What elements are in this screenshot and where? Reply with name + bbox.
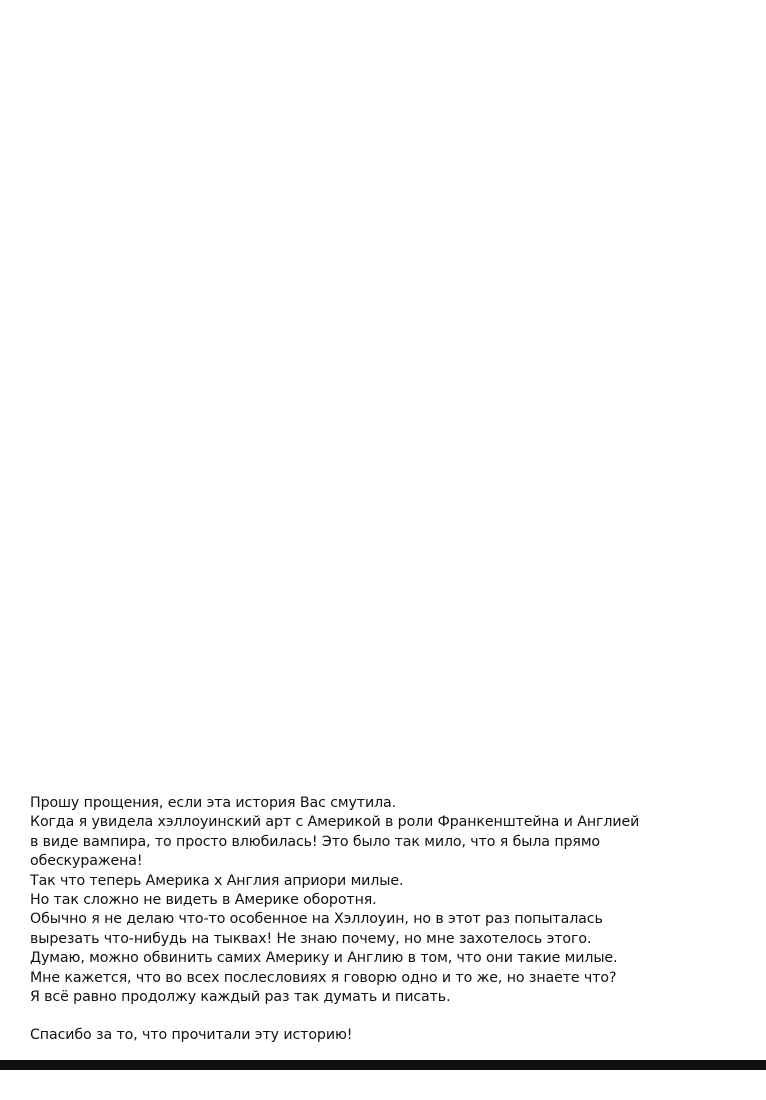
afterword-line: обескуражена! <box>30 853 143 870</box>
afterword-line: в виде вампира, то просто влюбилась! Это было так мило, что я была прямо <box>30 833 601 850</box>
afterword-line: Мне кажется, что во всех послесловиях я говорю одно и то же, но знаете что? <box>30 969 617 986</box>
afterword-text <box>30 794 750 1046</box>
afterword-line: Я всё равно продолжу каждый раз так думать и писать. <box>30 989 451 1006</box>
afterword-line: Так что теперь Америка х Англия априори милые. <box>30 872 404 889</box>
afterword-line: вырезать что-нибудь на тыквах! Не знаю почему, но мне захотелось этого. <box>30 930 592 947</box>
afterword-line: Обычно я не делаю что-то особенное на Хэллоуин, но в этот раз попыталась <box>30 911 603 928</box>
closing-line: Спасибо за то, что прочитали эту историю! <box>30 1027 353 1044</box>
paragraph-gap <box>30 1007 750 1026</box>
afterword-line: Но так сложно не видеть в Америке оборотня. <box>30 892 377 909</box>
afterword-line: Прошу прощения, если эта история Вас смутила. <box>30 795 397 811</box>
afterword-line: Думаю, можно обвинить самих Америку и Англию в том, что они такие милые. <box>30 950 618 967</box>
afterword-line: Когда я увидела хэллоуинский арт с Америкой в роли Франкенштейна и Англией <box>30 814 640 831</box>
bottom-border-bar <box>0 1060 766 1070</box>
